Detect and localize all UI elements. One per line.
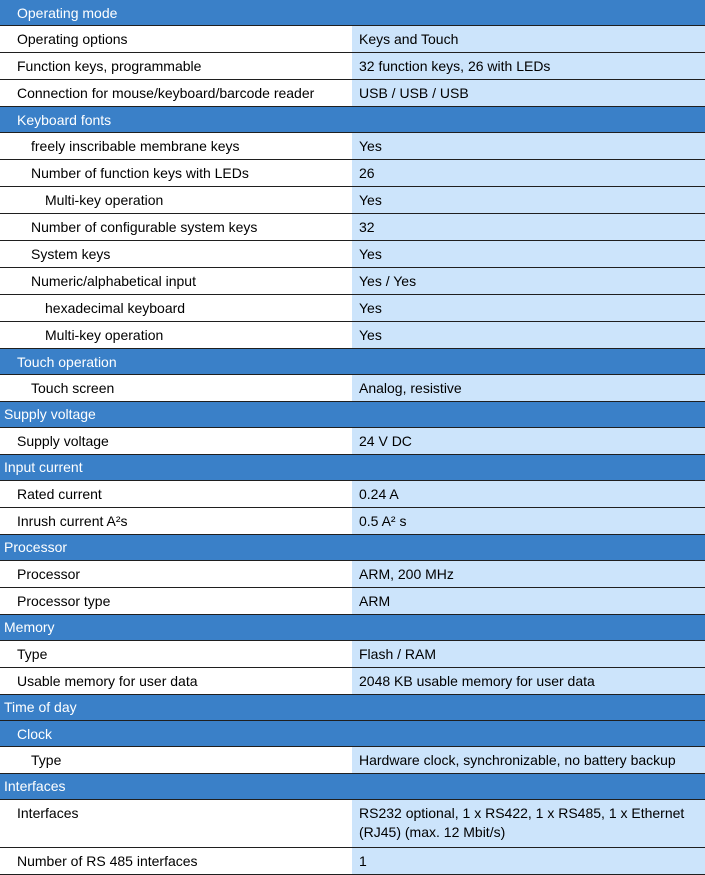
spec-row (0, 241, 705, 268)
spec-value: Hardware clock, synchronizable, no battery backup (352, 747, 705, 773)
spec-label: Number of configurable system keys (0, 214, 352, 240)
spec-row (0, 295, 705, 322)
spec-row (0, 268, 705, 295)
spec-label: Supply voltage (0, 428, 352, 454)
spec-value: Keys and Touch (352, 26, 705, 52)
spec-label: Multi-key operation (0, 322, 352, 348)
spec-value: ARM (352, 588, 705, 614)
spec-row (0, 26, 705, 53)
section-header (0, 455, 705, 481)
section-header-label: Interfaces (4, 778, 66, 794)
spec-value: ARM, 200 MHz (352, 561, 705, 587)
spec-row (0, 508, 705, 535)
spec-row (0, 375, 705, 402)
spec-label: Type (0, 641, 352, 667)
section-header-label: Clock (17, 726, 53, 742)
spec-row (0, 588, 705, 615)
section-header (0, 721, 705, 747)
section-header (0, 695, 705, 721)
spec-value: 2048 KB usable memory for user data (352, 668, 705, 694)
spec-row (0, 848, 705, 875)
spec-label: System keys (0, 241, 352, 267)
spec-row (0, 214, 705, 241)
spec-value: Yes (352, 322, 705, 348)
section-header-label: Touch operation (17, 354, 117, 370)
spec-row (0, 668, 705, 695)
spec-row (0, 80, 705, 107)
spec-label: Operating options (0, 26, 352, 52)
spec-value: Flash / RAM (352, 641, 705, 667)
spec-value: Yes (352, 241, 705, 267)
spec-value: Analog, resistive (352, 375, 705, 401)
spec-label: Touch screen (0, 375, 352, 401)
spec-value: 0.5 A² s (352, 508, 705, 534)
spec-label: hexadecimal keyboard (0, 295, 352, 321)
spec-row (0, 800, 705, 848)
spec-value: 0.24 A (352, 481, 705, 507)
spec-label: Numeric/alphabetical input (0, 268, 352, 294)
spec-label: Inrush current A²s (0, 508, 352, 534)
spec-row (0, 428, 705, 455)
section-header-label: Processor (4, 539, 68, 555)
spec-row (0, 53, 705, 80)
section-header (0, 402, 705, 428)
spec-label: Rated current (0, 481, 352, 507)
section-header (0, 535, 705, 561)
section-header (0, 107, 705, 133)
spec-label: Function keys, programmable (0, 53, 352, 79)
section-header-label: Input current (4, 459, 83, 475)
spec-label: Type (0, 747, 352, 773)
spec-row (0, 322, 705, 349)
spec-label: Usable memory for user data (0, 668, 352, 694)
spec-label: Interfaces (0, 800, 352, 847)
spec-row (0, 481, 705, 508)
spec-row (0, 160, 705, 187)
spec-row (0, 641, 705, 668)
section-header-label: Memory (4, 619, 55, 635)
spec-value: Yes (352, 133, 705, 159)
spec-label: freely inscribable membrane keys (0, 133, 352, 159)
section-header-label: Keyboard fonts (17, 112, 112, 128)
spec-value: USB / USB / USB (352, 80, 705, 106)
spec-value: 32 (352, 214, 705, 240)
spec-value: 24 V DC (352, 428, 705, 454)
section-header-label: Operating mode (17, 5, 118, 21)
spec-row (0, 747, 705, 774)
spec-row (0, 561, 705, 588)
spec-value: RS232 optional, 1 x RS422, 1 x RS485, 1 x Ethernet (RJ45) (max. 12 Mbit/s) (352, 800, 705, 847)
section-header-label: Supply voltage (4, 406, 96, 422)
spec-value: 26 (352, 160, 705, 186)
spec-label: Processor (0, 561, 352, 587)
spec-row (0, 133, 705, 160)
spec-value: 32 function keys, 26 with LEDs (352, 53, 705, 79)
section-header (0, 615, 705, 641)
spec-label: Number of function keys with LEDs (0, 160, 352, 186)
section-header (0, 349, 705, 375)
spec-value: Yes / Yes (352, 268, 705, 294)
spec-value: Yes (352, 295, 705, 321)
spec-label: Number of RS 485 interfaces (0, 848, 352, 874)
spec-row (0, 187, 705, 214)
spec-label: Connection for mouse/keyboard/barcode reader (0, 80, 352, 106)
spec-label: Processor type (0, 588, 352, 614)
spec-label: Multi-key operation (0, 187, 352, 213)
spec-value: 1 (352, 848, 705, 874)
section-header (0, 774, 705, 800)
section-header (0, 0, 705, 26)
spec-value: Yes (352, 187, 705, 213)
section-header-label: Time of day (4, 699, 77, 715)
